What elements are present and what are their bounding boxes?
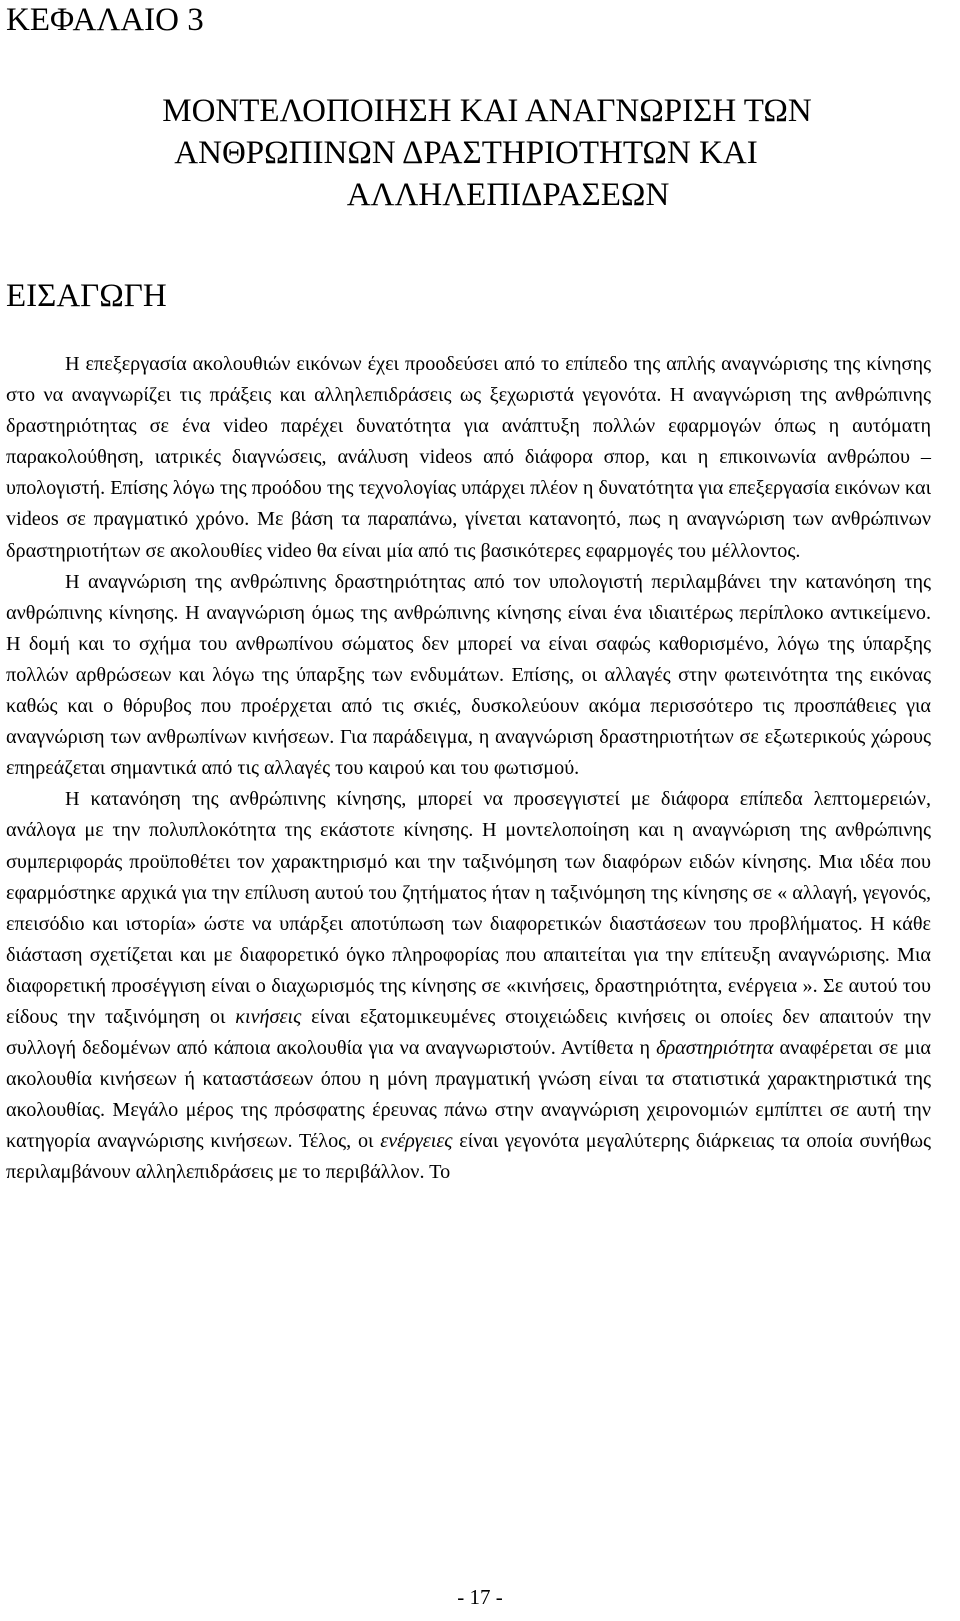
term-kiniseis: κινήσεις (235, 1005, 302, 1028)
paragraph-3-part-a: Η κατανόηση της ανθρώπινης κίνησης, μπορεί να προσεγγιστεί με διάφορα επίπεδα λεπτομερειών, ανάλογα με την πολυπλοκότητα της εκάστοτε κίνησης. Η μοντελοποίηση και η αναγνώριση της ανθρώπινης συμπεριφοράς προϋποθέτει τον χαρακτηρισμό και την ταξινόμηση των διαφόρων ειδών κίνησης. Μια ιδέα που εφαρμόστηκε αρχικά για την επίλυση αυτού του ζητήματος ήταν η ταξινόμηση της κίνησης σε « αλλαγή, γεγονός, επεισόδιο και ιστορία» ώστε να υπάρξει αποτύπωση των διαφορετικών διαστάσεων του προβλήματος. Η κάθε διάσταση σχετίζεται και με διαφορετικό όγκο πληροφορίας που απαιτείται για την επίτευξη αναγνώρισης. Μια διαφορετική προσέγγιση είναι ο διαχωρισμός της κίνησης σε «κινήσεις, δραστηριότητα, ενέργεια ». Σε αυτού του είδους την ταξινόμηση οι (6, 788, 931, 1028)
page-number: - 17 - (457, 1585, 503, 1609)
chapter-title-line-1: ΜΟΝΤΕΛΟΠΟΙΗΣΗ ΚΑΙ ΑΝΑΓΝΩΡΙΣΗ ΤΩΝ (162, 93, 812, 129)
paragraph-3-part-c: αναφέρεται σε μια ακολουθία κινήσεων ή καταστάσεων όπου η μόνη πραγματική γνώση είναι τα στατιστικά χαρακτηριστικά της ακολουθίας. Μεγάλο μέρος της πρόσφατης έρευνας πάνω στην αναγνώριση χειρονομιών εμπίπτει σε αυτή την κατηγορία αναγνώρισης κινήσεων. Τέλος, οι (6, 1037, 931, 1153)
chapter-title-line-2: ΑΝΘΡΩΠΙΝΩΝ ΔΡΑΣΤΗΡΙΟΤΗΤΩΝ ΚΑΙ (174, 135, 758, 171)
term-drastiriotita: δραστηριότητα (656, 1037, 774, 1060)
body-text (6, 349, 931, 1189)
paragraph-3-part-d: είναι γεγονότα μεγαλύτερης διάρκειας τα οποία συνήθως περιλαμβάνουν αλληλεπιδράσεις με το περιβάλλον. Το (6, 1130, 931, 1184)
paragraph-1: Η επεξεργασία ακολουθιών εικόνων έχει προοδεύσει από το επίπεδο της απλής αναγνώρισης της κίνησης στο να αναγνωρίζει τις πράξεις και αλληλεπιδράσεις ως ξεχωριστά γεγονότα. Η αναγνώριση της ανθρώπινης δραστηριότητας σε ένα video παρέχει δυνατότητα για ανάπτυξη πολλών εφαρμογών όπως η αυτόματη παρακολούθηση, ιατρικές διαγνώσεις, ανάλυση videos από διάφορα σπορ, και η επικοινωνία ανθρώπου – υπολογιστή. Επίσης λόγω της προόδου της τεχνολογίας υπάρχει πλέον η δυνατότητα για επεξεργασία εικόνων και videos σε πραγματικό χρόνο. Με βάση τα παραπάνω, γίνεται κατανοητό, πως η αναγνώριση των ανθρώπινων δραστηριοτήτων σε ακολουθίες video θα είναι μία από τις βασικότερες εφαρμογές του μέλλοντος. (6, 353, 931, 562)
paragraph-3 (6, 784, 931, 1188)
paragraph-3-part-b: είναι εξατομικευμένες στοιχειώδεις κινήσεις οι οποίες δεν απαιτούν την συλλογή δεδομένων από κάποια ακολουθία για να αναγνωριστούν. Αντίθετα η (6, 1005, 931, 1060)
term-energeies: ενέργειες (380, 1130, 453, 1153)
chapter-title-line-3: ΑΛΛΗΛΕΠΙΔΡΑΣΕΩΝ (346, 177, 670, 213)
paragraph-2: Η αναγνώριση της ανθρώπινης δραστηριότητας από τον υπολογιστή περιλαμβάνει την κατανόηση της ανθρώπινης κίνησης. Η αναγνώριση όμως της ανθρώπινης κίνησης είναι ένα ιδιαιτέρως περίπλοκο αντικείμενο. Η δομή και το σχήμα του ανθρωπίνου σώματος δεν μπορεί να είναι σαφώς καθορισμένο, λόγω της ύπαρξης πολλών αρθρώσεων και λόγω της ύπαρξης των ενδυμάτων. Επίσης, οι αλλαγές στην φωτεινότητα της εικόνας καθώς και ο θόρυβος που προέρχεται από τις σκιές, δυσκολεύουν ακόμα περισσότερο τις προσπάθειες για αναγνώριση των ανθρωπίνων κινήσεων. Για παράδειγμα, η αναγνώριση δραστηριοτήτων σε εξωτερικούς χώρους επηρεάζεται σημαντικά από τις αλλαγές του καιρού και του φωτισμού. (6, 570, 931, 780)
chapter-heading: ΚΕΦΑΛΑΙΟ 3 (6, 2, 204, 38)
section-heading: ΕΙΣΑΓΩΓΗ (6, 278, 167, 314)
chapter-title (0, 90, 960, 216)
